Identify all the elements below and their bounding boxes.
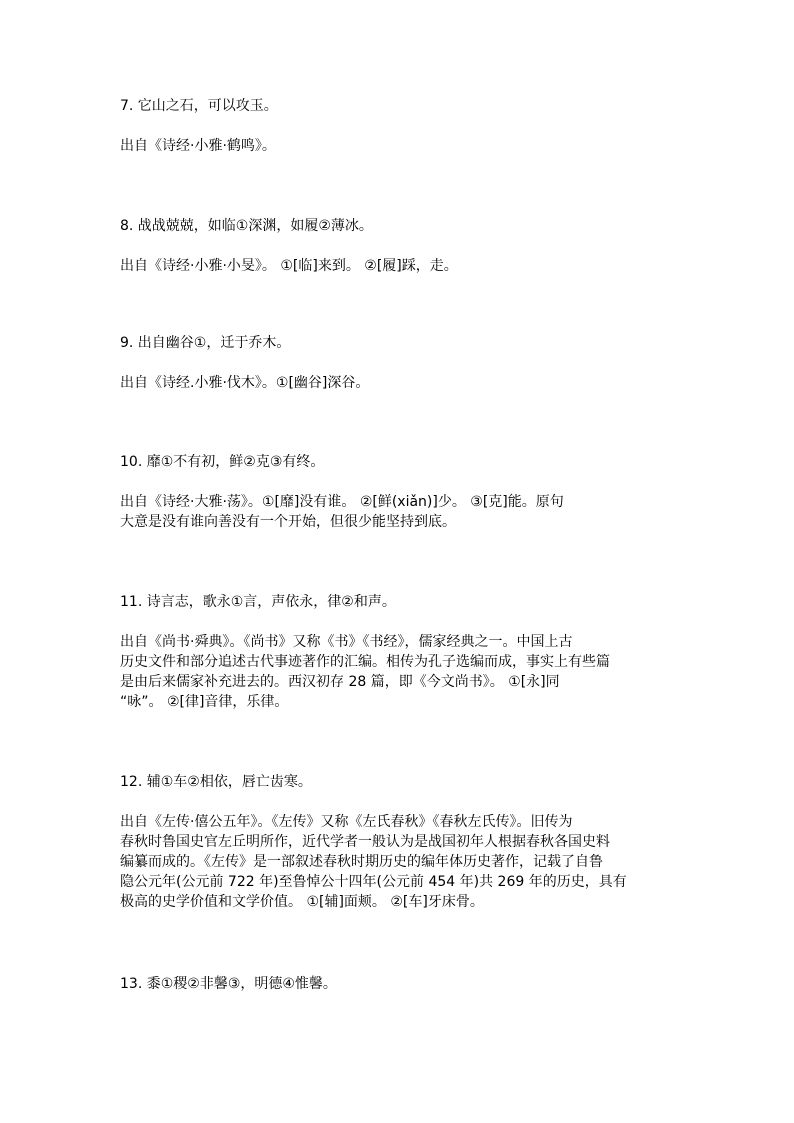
source-line: 出自《诗经·小雅·小旻》。 ①[临]来到。 ②[履]踩，走。	[120, 258, 458, 274]
quote-title: 12. 辅①车②相依，唇亡齿寒。	[120, 774, 312, 790]
source-line: “咏”。 ②[律]音律，乐律。	[120, 694, 289, 710]
quote-source	[120, 632, 680, 712]
source-line: 隐公元年(公元前 722 年)至鲁悼公十四年(公元前 454 年)共 269 年的历史，具有	[120, 874, 627, 890]
source-line: 春秋时鲁国史官左丘明所作，近代学者一般认为是战国初年人根据春秋各国史料	[120, 834, 610, 850]
source-line: 极高的史学价值和文学价值。 ①[辅]面颊。 ②[车]牙床骨。	[120, 894, 484, 910]
quote-entry-13	[120, 974, 680, 994]
quote-entry-8	[120, 216, 680, 276]
quote-entry-11	[120, 592, 680, 712]
quote-entry-7	[120, 96, 680, 156]
source-line: 是由后来儒家补充进去的。西汉初存 28 篇，即《今文尚书》。 ①[永]同	[120, 674, 560, 690]
source-line: 编纂而成的。《左传》是一部叙述春秋时期历史的编年体历史著作，记载了自鲁	[120, 854, 603, 870]
quote-title: 10. 靡①不有初，鲜②克③有终。	[120, 454, 325, 470]
quote-title: 8. 战战兢兢，如临①深渊，如履②薄冰。	[120, 218, 373, 234]
source-line: 历史文件和部分追述古代事迹著作的汇编。相传为孔子选编而成，事实上有些篇	[120, 654, 610, 670]
quote-title: 7. 它山之石，可以攻玉。	[120, 98, 278, 114]
source-line: 出自《左传·僖公五年》。《左传》又称《左氏春秋》《春秋左氏传》。旧传为	[120, 814, 573, 830]
quote-source	[120, 373, 680, 393]
source-line: 大意是没有谁向善没有一个开始，但很少能坚持到底。	[120, 514, 456, 530]
quote-source	[120, 812, 680, 912]
quote-title: 13. 黍①稷②非馨③，明德④惟馨。	[120, 976, 337, 992]
source-line: 出自《诗经·小雅·鹤鸣》。	[120, 138, 276, 154]
quote-source	[120, 256, 680, 276]
source-line: 出自《尚书·舜典》。《尚书》又称《书》《书经》，儒家经典之一。中国上古	[120, 634, 573, 650]
quote-entry-10	[120, 452, 680, 532]
quote-source	[120, 492, 680, 532]
quote-entry-12	[120, 772, 680, 912]
source-line: 出自《诗经·大雅·荡》。①[靡]没有谁。 ②[鲜(xiǎn)]少。 ③[克]能。原句	[120, 494, 564, 510]
quote-source	[120, 136, 680, 156]
quote-title: 9. 出自幽谷①，迁于乔木。	[120, 335, 291, 351]
source-line: 出自《诗经.小雅·伐木》。①[幽谷]深谷。	[120, 375, 370, 391]
quote-entry-9	[120, 333, 680, 393]
quote-title: 11. 诗言志，歌永①言，声依永，律②和声。	[120, 594, 396, 610]
